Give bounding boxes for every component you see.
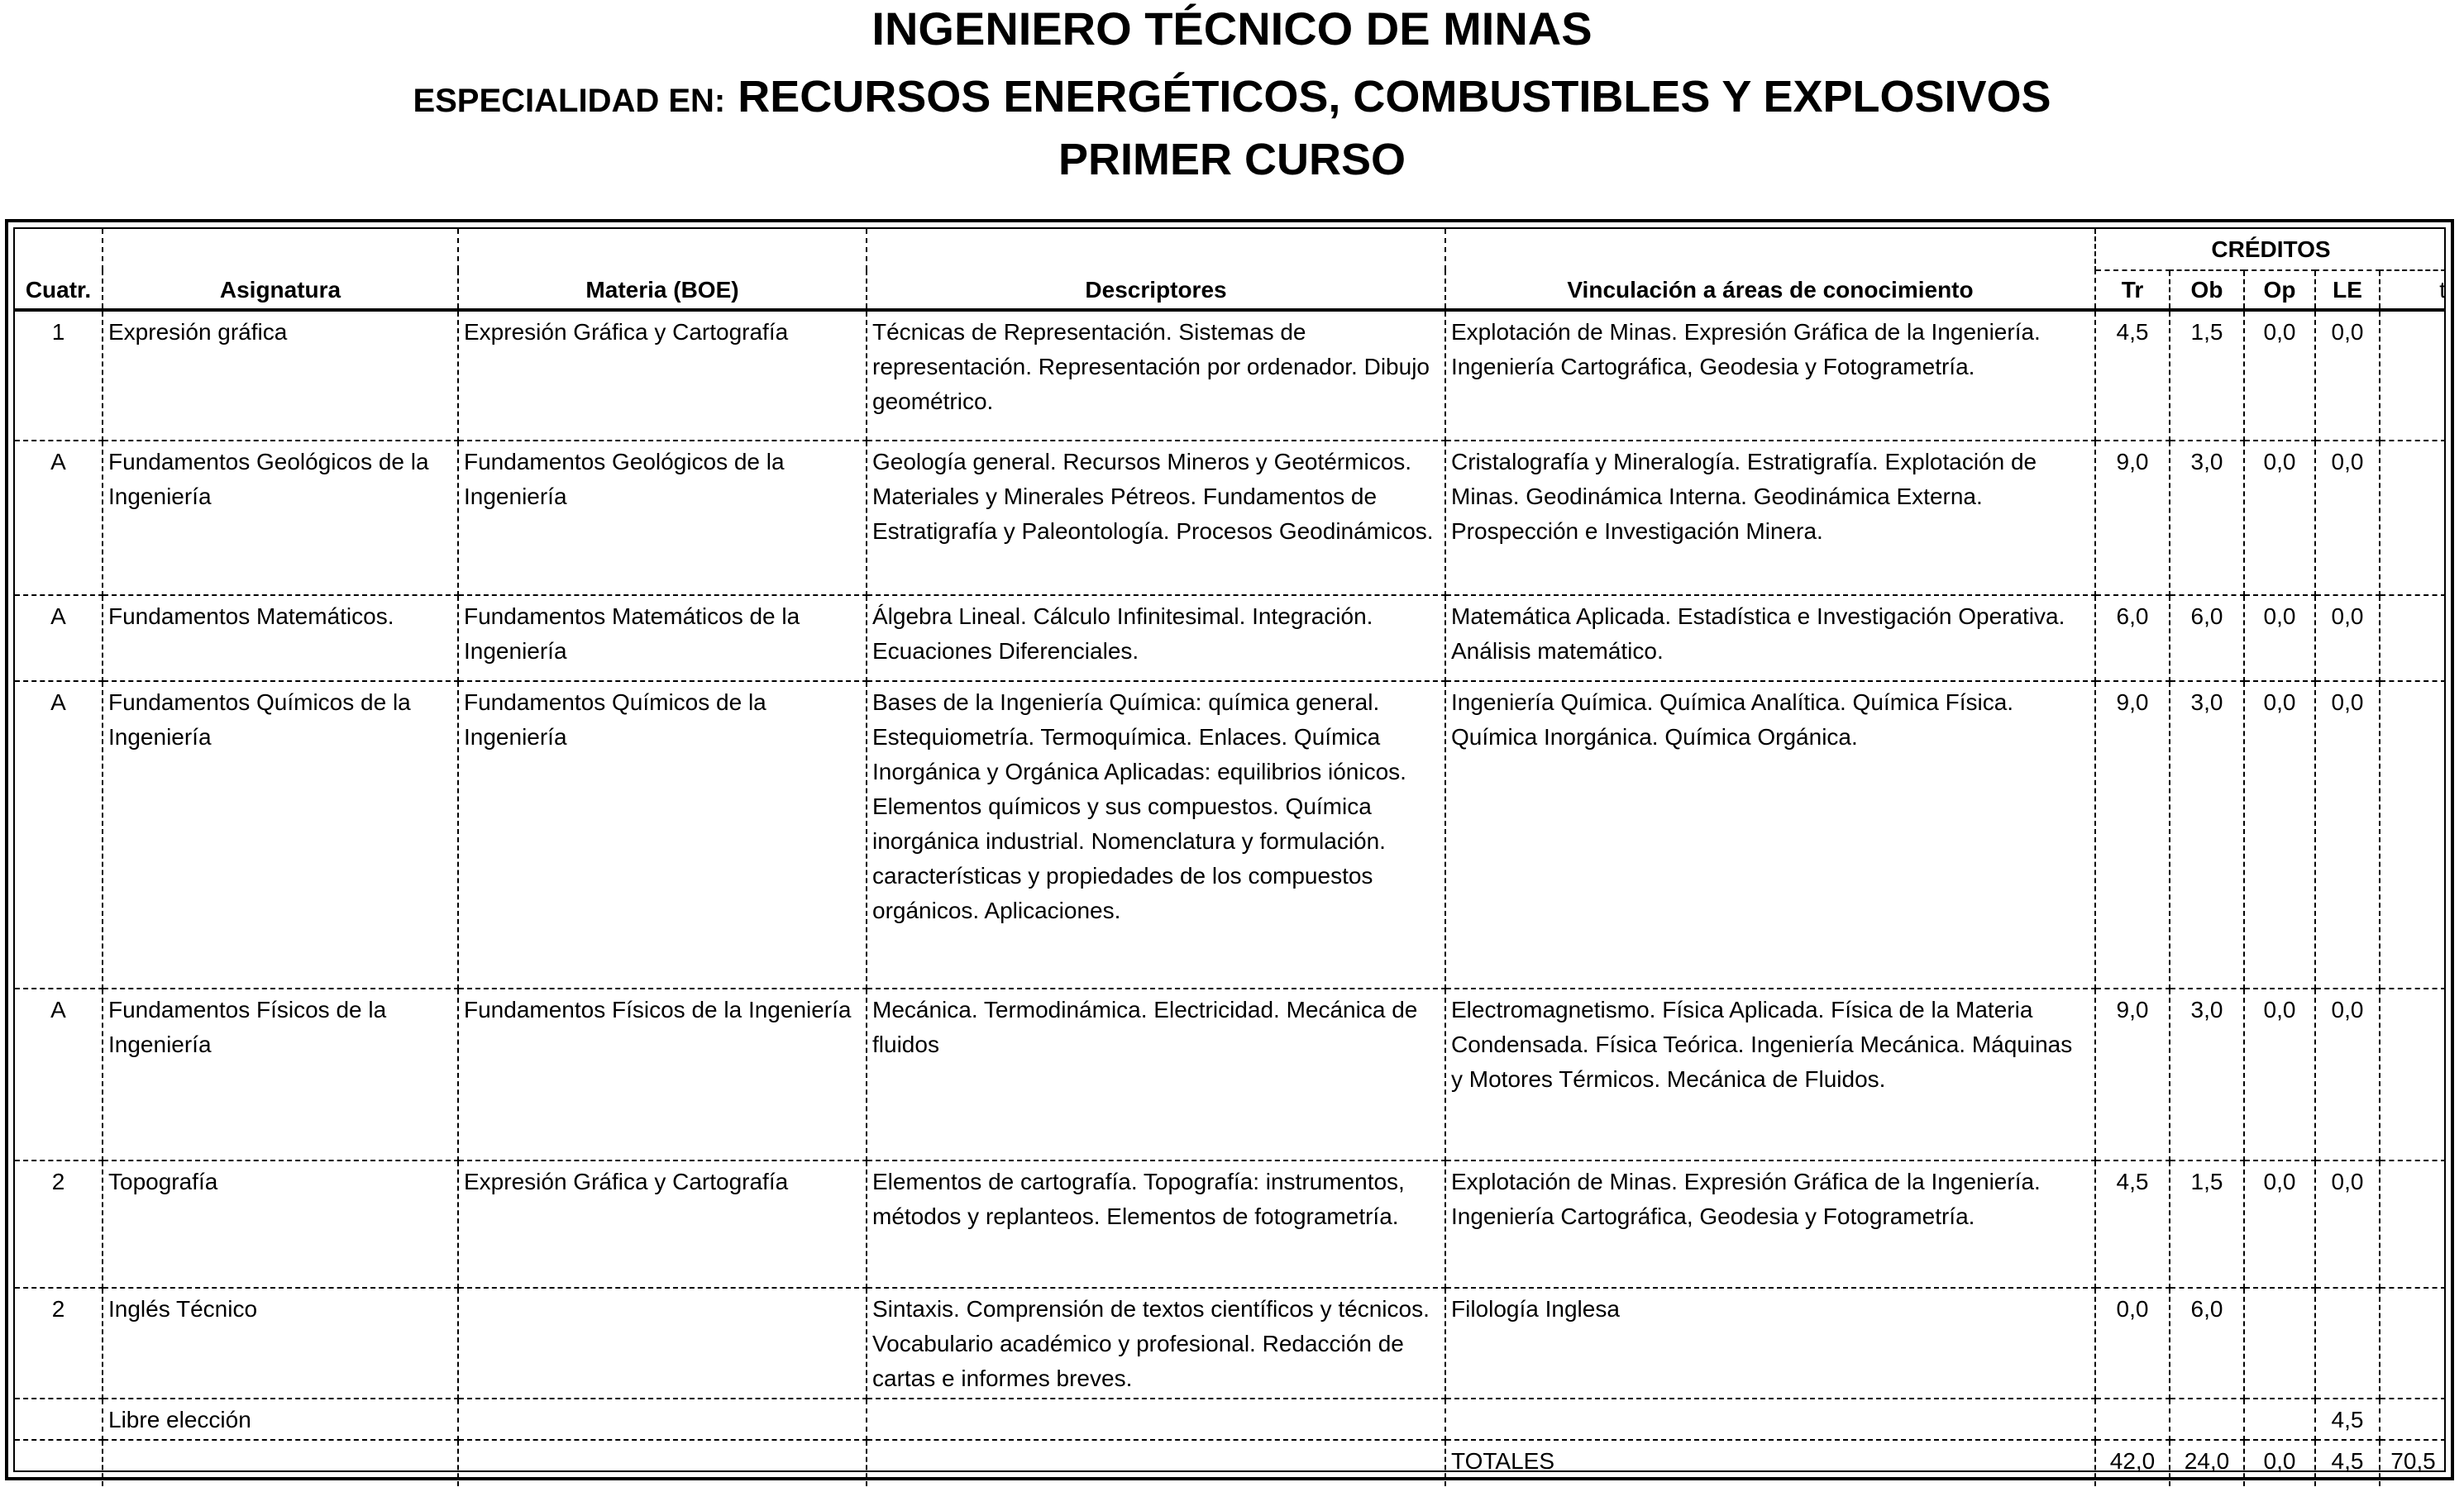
cell-tr: 42,0 [2095,1440,2170,1486]
cell-le: 0,0 [2315,441,2380,595]
cell-t [2380,681,2446,989]
cell-asignatura [103,1440,458,1486]
table-row [15,1161,2446,1288]
course-title: PRIMER CURSO [1058,135,1406,184]
cell-op: 0,0 [2244,681,2315,989]
cell-asignatura: Inglés Técnico [103,1288,458,1399]
cell-cuatr: A [15,989,103,1161]
cell-vinculacion: Explotación de Minas. Expresión Gráfica de la Ingeniería. Ingeniería Cartográfica, Geodesia y Fotogrametría. [1445,310,2095,441]
cell-descriptores: Elementos de cartografía. Topografía: instrumentos, métodos y replanteos. Elementos de fotogrametría. [867,1161,1445,1288]
table-row [15,441,2446,595]
cell-vinculacion: Cristalografía y Mineralogía. Estratigrafía. Explotación de Minas. Geodinámica Interna. Geodinámica Externa. Prospección e Investigación Minera. [1445,441,2095,595]
specialty-line [0,71,2464,122]
cell-tr: 4,5 [2095,1161,2170,1288]
specialty-name: RECURSOS ENERGÉTICOS, COMBUSTIBLES Y EXPLOSIVOS [738,72,2051,122]
cell-vinculacion [1445,1399,2095,1440]
cell-ob: 3,0 [2170,989,2244,1161]
cell-t: 70,5 [2390,1448,2436,1474]
curriculum-table [15,229,2446,1486]
cell-asignatura: Expresión gráfica [103,310,458,441]
cell-ob: 1,5 [2170,1161,2244,1288]
table-row [15,989,2446,1161]
header-creditos: CRÉDITOS [2095,229,2446,270]
cell-materia: Expresión Gráfica y Cartografía [458,310,867,441]
cell-tr: 9,0 [2095,441,2170,595]
cell-vinculacion: Filología Inglesa [1445,1288,2095,1399]
cell-le: 4,5 [2315,1399,2380,1440]
cell-descriptores: Sintaxis. Comprensión de textos científicos y técnicos. Vocabulario académico y profesional. Redacción de cartas e informes breves. [867,1288,1445,1399]
cell-tr: 0,0 [2095,1288,2170,1399]
cell-le: 0,0 [2315,1161,2380,1288]
cell-le: 0,0 [2315,989,2380,1161]
table-row [15,681,2446,989]
cell-materia: Fundamentos Matemáticos de la Ingeniería [458,595,867,681]
header-ob: Ob [2170,270,2244,310]
curriculum-sheet [5,219,2454,1480]
curriculum-frame [13,227,2446,1472]
cell-tr: 9,0 [2095,681,2170,989]
cell-op [2244,1399,2315,1440]
header-le: LE [2315,270,2380,310]
cell-asignatura: Topografía [103,1161,458,1288]
cell-ob: 3,0 [2170,681,2244,989]
table-row [15,310,2446,441]
cell-tr: 4,5 [2095,310,2170,441]
cell-cuatr: A [15,681,103,989]
cell-asignatura: Fundamentos Químicos de la Ingeniería [103,681,458,989]
cell-descriptores: Técnicas de Representación. Sistemas de representación. Representación por ordenador. Dibujo geométrico. [867,310,1445,441]
cell-cuatr: 2 [15,1288,103,1399]
cell-asignatura: Libre elección [103,1399,458,1440]
cell-le: 0,0 [2315,681,2380,989]
cell-t [2380,441,2446,595]
cell-ob: 6,0 [2170,595,2244,681]
header-op: Op [2244,270,2315,310]
cell-op: 0,0 [2244,1161,2315,1288]
cell-cuatr: 2 [15,1161,103,1288]
cell-cuatr [15,1440,103,1486]
cell-op: 0,0 [2244,989,2315,1161]
document-title: INGENIERO TÉCNICO DE MINAS [871,2,1593,55]
cell-vinculacion: Matemática Aplicada. Estadística e Investigación Operativa. Análisis matemático. [1445,595,2095,681]
cell-tr: 9,0 [2095,989,2170,1161]
specialty-prefix: ESPECIALIDAD EN: [413,83,726,119]
cell-asignatura: Fundamentos Matemáticos. [103,595,458,681]
cell-ob: 1,5 [2170,310,2244,441]
cell-cuatr [15,1399,103,1440]
cell-t [2380,1161,2446,1288]
header-materia: Materia (BOE) [458,229,867,310]
cell-cuatr: A [15,441,103,595]
cell-op: 0,0 [2244,595,2315,681]
cell-le: 0,0 [2315,595,2380,681]
cell-descriptores: Geología general. Recursos Mineros y Geotérmicos. Materiales y Minerales Pétreos. Fundamentos de Estratigrafía y Paleontología. Procesos Geodinámicos. [867,441,1445,595]
cell-materia: Fundamentos Químicos de la Ingeniería [458,681,867,989]
cell-op: 0,0 [2244,441,2315,595]
cell-le: 4,5 [2315,1440,2380,1486]
cell-vinculacion: Ingeniería Química. Química Analítica. Química Física. Química Inorgánica. Química Orgánica. [1445,681,2095,989]
cell-ob: 24,0 [2170,1440,2244,1486]
cell-ob [2170,1399,2244,1440]
header-cuatr: Cuatr. [15,229,103,310]
cell-asignatura: Fundamentos Geológicos de la Ingeniería [103,441,458,595]
cell-materia: Fundamentos Geológicos de la Ingeniería [458,441,867,595]
cell-t [2380,989,2446,1161]
cell-vinculacion: Electromagnetismo. Física Aplicada. Física de la Materia Condensada. Física Teórica. Ingeniería Mecánica. Máquinas y Motores Térmicos. Mecánica de Fluidos. [1445,989,2095,1161]
cell-op: 0,0 [2244,1440,2315,1486]
header-tr: Tr [2095,270,2170,310]
cell-tr [2095,1399,2170,1440]
cell-descriptores [867,1440,1445,1486]
cell-cuatr: A [15,595,103,681]
cell-t [2380,1399,2446,1440]
header-t: t [2380,270,2446,310]
cell-descriptores: Mecánica. Termodinámica. Electricidad. Mecánica de fluidos [867,989,1445,1161]
cell-t [2380,595,2446,681]
cell-le: 0,0 [2315,310,2380,441]
cell-vinculacion: Explotación de Minas. Expresión Gráfica de la Ingeniería. Ingeniería Cartográfica, Geodesia y Fotogrametría. [1445,1161,2095,1288]
cell-le [2315,1288,2380,1399]
table-row [15,595,2446,681]
cell-descriptores: Bases de la Ingeniería Química: química general. Estequiometría. Termoquímica. Enlaces. Química Inorgánica y Orgánica Aplicadas: equilibrios iónicos. Elementos químicos y sus compuestos. Química inorgánica industrial. Nomenclatura y formulación. características y propiedades de los compuestos orgánicos. Aplicaciones. [867,681,1445,989]
cell-ob: 6,0 [2170,1288,2244,1399]
cell-op: 0,0 [2244,310,2315,441]
cell-t [2380,310,2446,441]
cell-cuatr: 1 [15,310,103,441]
cell-vinculacion: TOTALES [1445,1440,2095,1486]
header-vinculacion: Vinculación a áreas de conocimiento [1445,229,2095,310]
cell-ob: 3,0 [2170,441,2244,595]
cell-materia [458,1399,867,1440]
table-row [15,1288,2446,1399]
table-row [15,1399,2446,1440]
cell-materia: Expresión Gráfica y Cartografía [458,1161,867,1288]
cell-descriptores [867,1399,1445,1440]
header-descriptores: Descriptores [867,229,1445,310]
table-row [15,1440,2446,1486]
cell-op [2244,1288,2315,1399]
cell-materia: Fundamentos Físicos de la Ingeniería [458,989,867,1161]
header-asignatura: Asignatura [103,229,458,310]
cell-descriptores: Álgebra Lineal. Cálculo Infinitesimal. Integración. Ecuaciones Diferenciales. [867,595,1445,681]
cell-materia [458,1288,867,1399]
cell-asignatura: Fundamentos Físicos de la Ingeniería [103,989,458,1161]
cell-t [2380,1288,2446,1399]
cell-tr: 6,0 [2095,595,2170,681]
cell-materia [458,1440,867,1486]
